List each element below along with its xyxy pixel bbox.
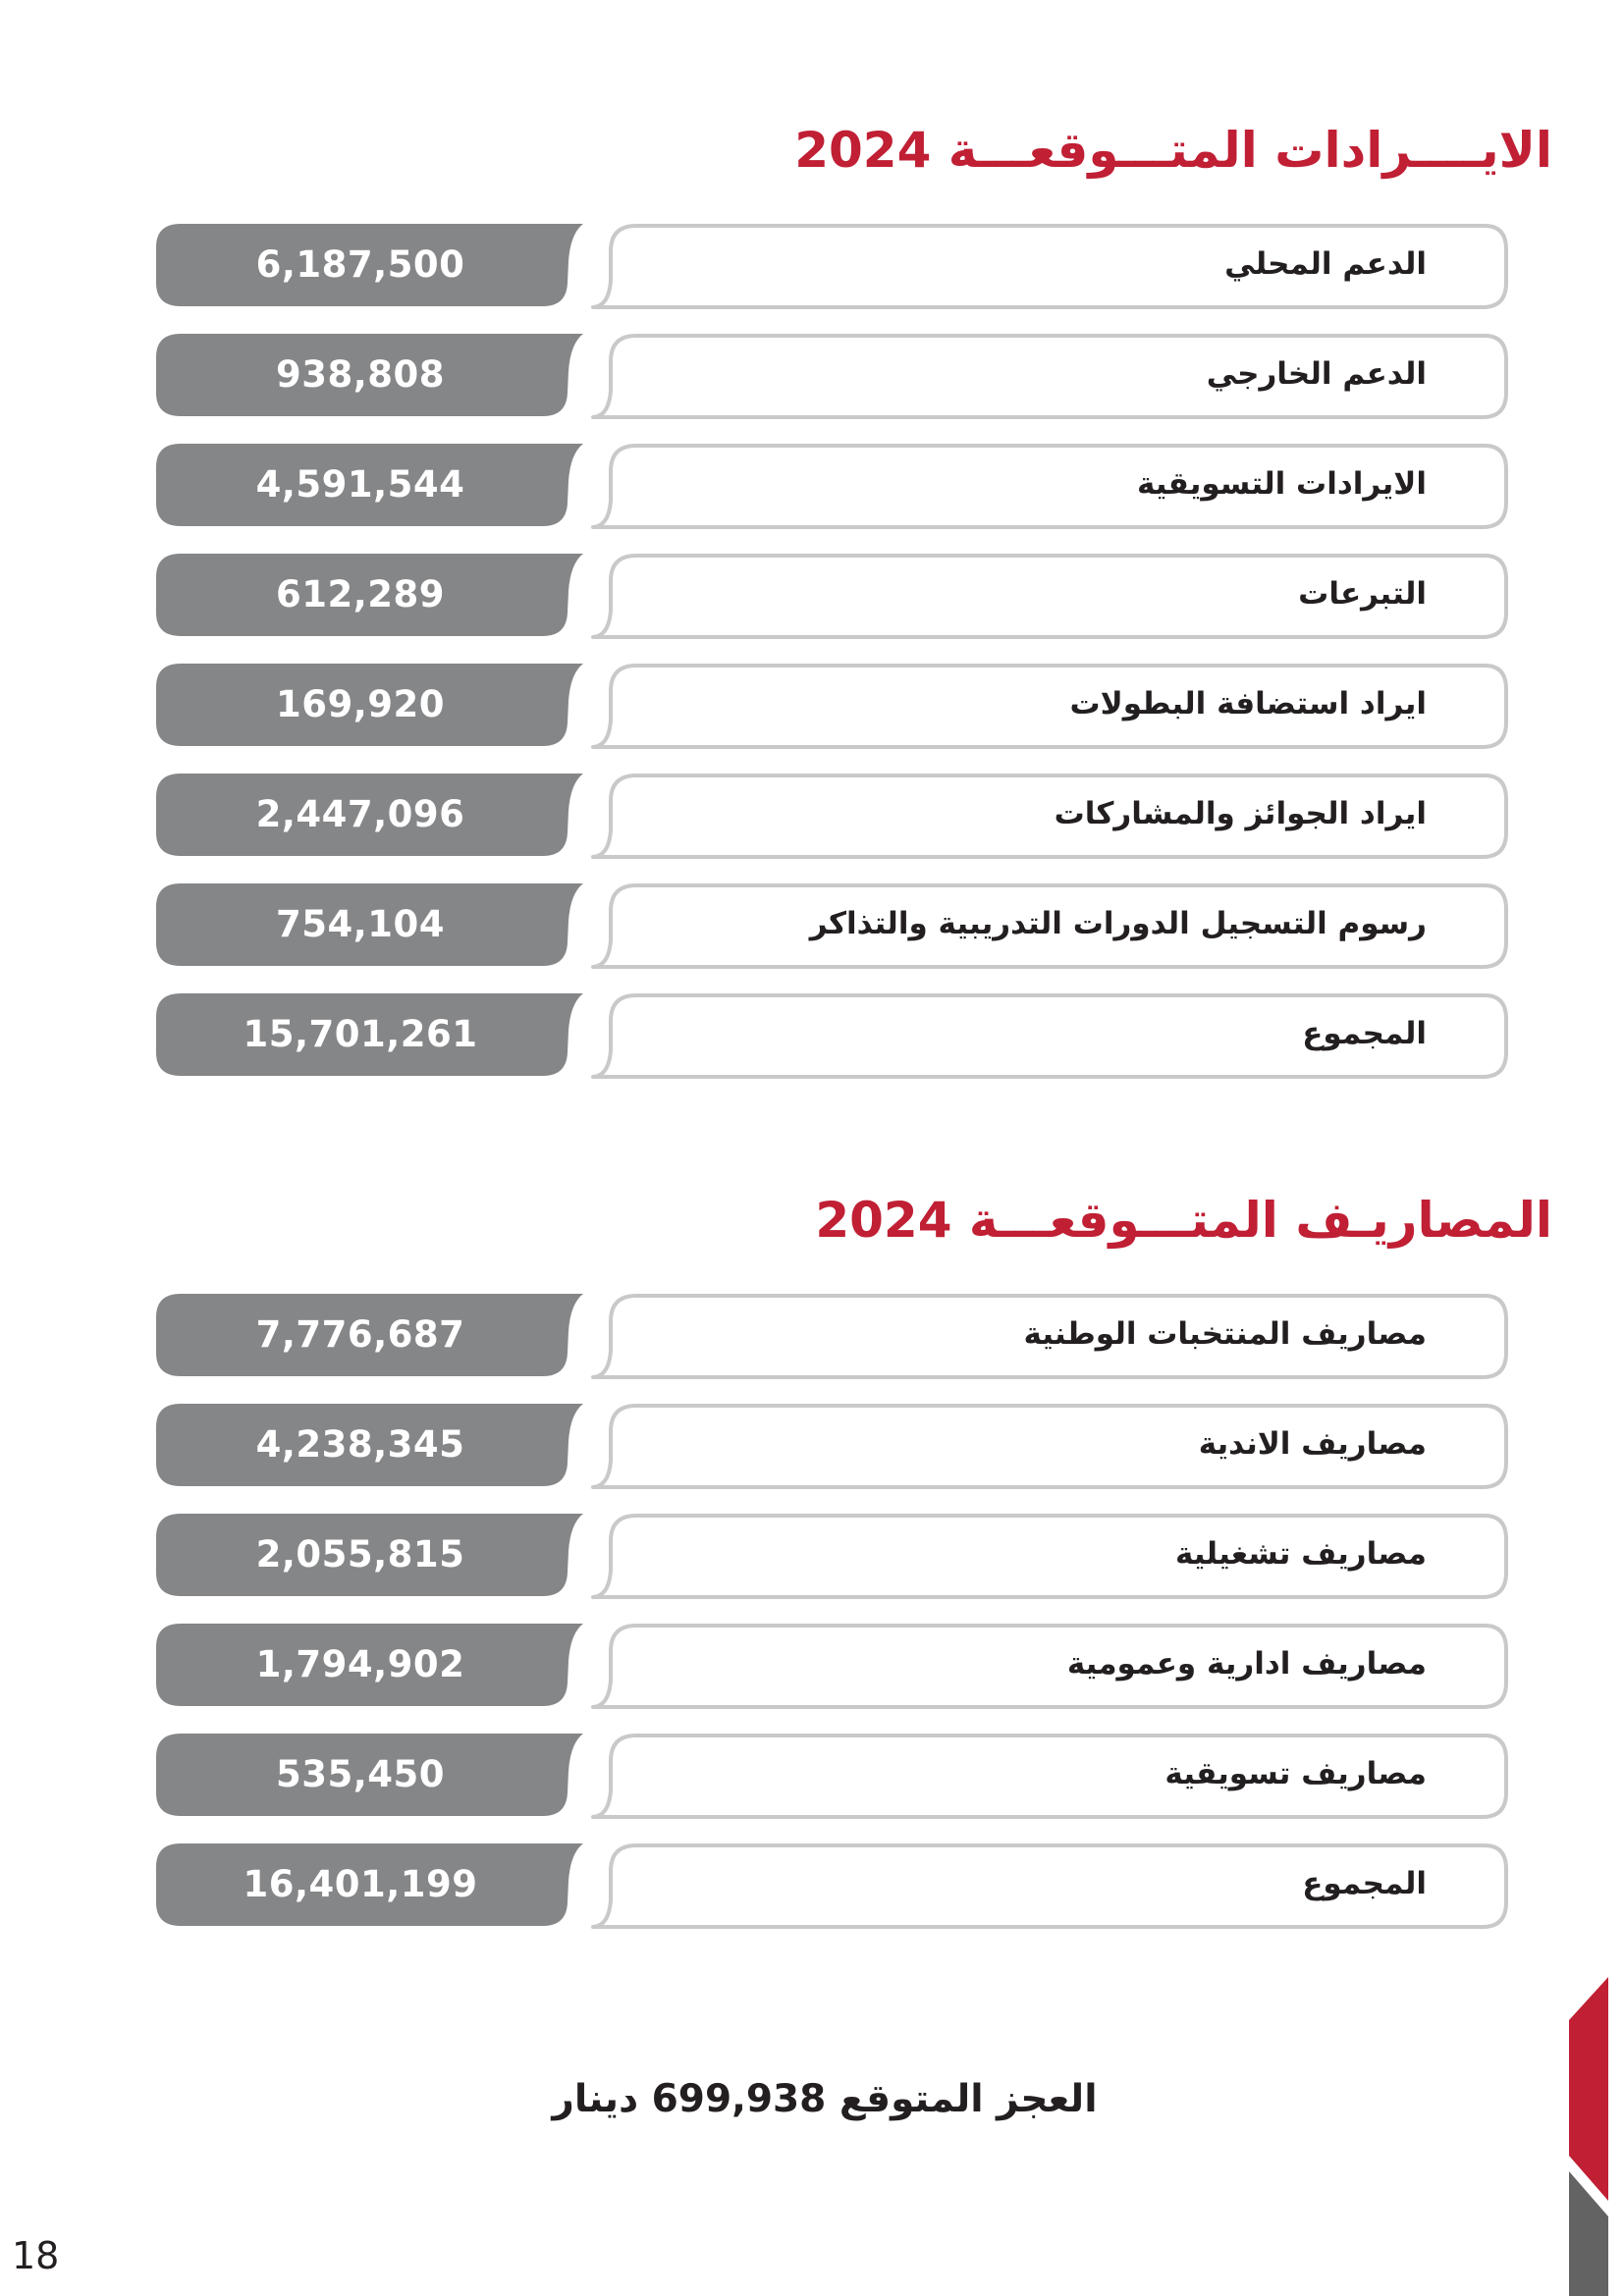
amount-value: 4,238,345 [255, 1422, 465, 1466]
amount-value: 612,289 [275, 572, 446, 615]
amount-value: 7,776,687 [255, 1312, 465, 1356]
label-box [589, 1732, 1510, 1820]
item-label: المجموع [1302, 1016, 1427, 1051]
page-number: 18 [12, 2234, 60, 2277]
value-box [154, 1732, 582, 1816]
item-label: التبرعات [1298, 576, 1427, 612]
value-box [154, 332, 582, 416]
amount-value: 15,701,261 [243, 1012, 478, 1055]
table-row [0, 552, 1624, 640]
item-label: ايراد الجوائز والمشاركات [1054, 796, 1427, 831]
table-row [0, 222, 1624, 310]
item-label: الدعم المحلي [1224, 246, 1427, 282]
value-box [154, 1512, 582, 1596]
label-box [589, 881, 1510, 970]
item-label: مصاريف المنتخبات الوطنية [1023, 1316, 1427, 1352]
table-row [0, 772, 1624, 860]
value-box [154, 662, 582, 746]
item-label: ايراد استضافة البطولات [1069, 686, 1427, 721]
value-box [154, 772, 582, 856]
table-row [0, 662, 1624, 750]
table-row [0, 1732, 1624, 1820]
value-box [154, 1622, 582, 1706]
label-box [589, 1842, 1510, 1930]
item-label: مصاريف ادارية وعمومية [1066, 1646, 1427, 1682]
value-box [154, 991, 582, 1076]
table-row [0, 1622, 1624, 1710]
item-label: مصاريف تسويقية [1164, 1756, 1427, 1791]
value-box [154, 881, 582, 966]
expected-deficit: العجز المتوقع 699,938 دينار [552, 2077, 1098, 2121]
amount-value: 1,794,902 [255, 1642, 465, 1685]
corner-decoration-icon [1561, 1963, 1624, 2296]
value-box [154, 1402, 582, 1486]
label-box [589, 1512, 1510, 1600]
value-box [154, 552, 582, 636]
item-label: مصاريف الاندية [1198, 1426, 1427, 1462]
table-row [0, 442, 1624, 530]
expenses-title: المصاريـف المتـــوقعـــة 2024 [815, 1192, 1552, 1249]
amount-value: 938,808 [275, 352, 446, 396]
amount-value: 2,055,815 [255, 1532, 465, 1575]
amount-value: 754,104 [275, 902, 446, 945]
amount-value: 535,450 [275, 1752, 446, 1795]
table-row [0, 1402, 1624, 1490]
item-label: المجموع [1302, 1866, 1427, 1901]
value-box [154, 222, 582, 306]
amount-value: 169,920 [275, 682, 446, 725]
table-row [0, 881, 1624, 970]
label-box [589, 772, 1510, 860]
table-row [0, 1512, 1624, 1600]
label-box [589, 332, 1510, 420]
amount-value: 2,447,096 [255, 792, 465, 835]
amount-value: 6,187,500 [255, 242, 465, 286]
item-label: الايرادات التسويقية [1136, 466, 1427, 502]
label-box [589, 1292, 1510, 1380]
total-row [0, 1842, 1624, 1930]
revenues-title: الايــــرادات المتـــوقعـــة 2024 [794, 122, 1552, 179]
label-box [589, 222, 1510, 310]
item-label: الدعم الخارجي [1206, 356, 1427, 392]
value-box [154, 1842, 582, 1926]
label-box [589, 991, 1510, 1080]
label-box [589, 552, 1510, 640]
label-box [589, 442, 1510, 530]
value-box [154, 1292, 582, 1376]
table-row [0, 332, 1624, 420]
label-box [589, 662, 1510, 750]
value-box [154, 442, 582, 526]
label-box [589, 1622, 1510, 1710]
table-row [0, 1292, 1624, 1380]
item-label: رسوم التسجيل الدورات التدريبية والتذاكر [809, 906, 1427, 941]
amount-value: 4,591,544 [255, 462, 465, 506]
total-row [0, 991, 1624, 1080]
label-box [589, 1402, 1510, 1490]
amount-value: 16,401,199 [243, 1862, 478, 1905]
item-label: مصاريف تشغيلية [1174, 1536, 1427, 1572]
